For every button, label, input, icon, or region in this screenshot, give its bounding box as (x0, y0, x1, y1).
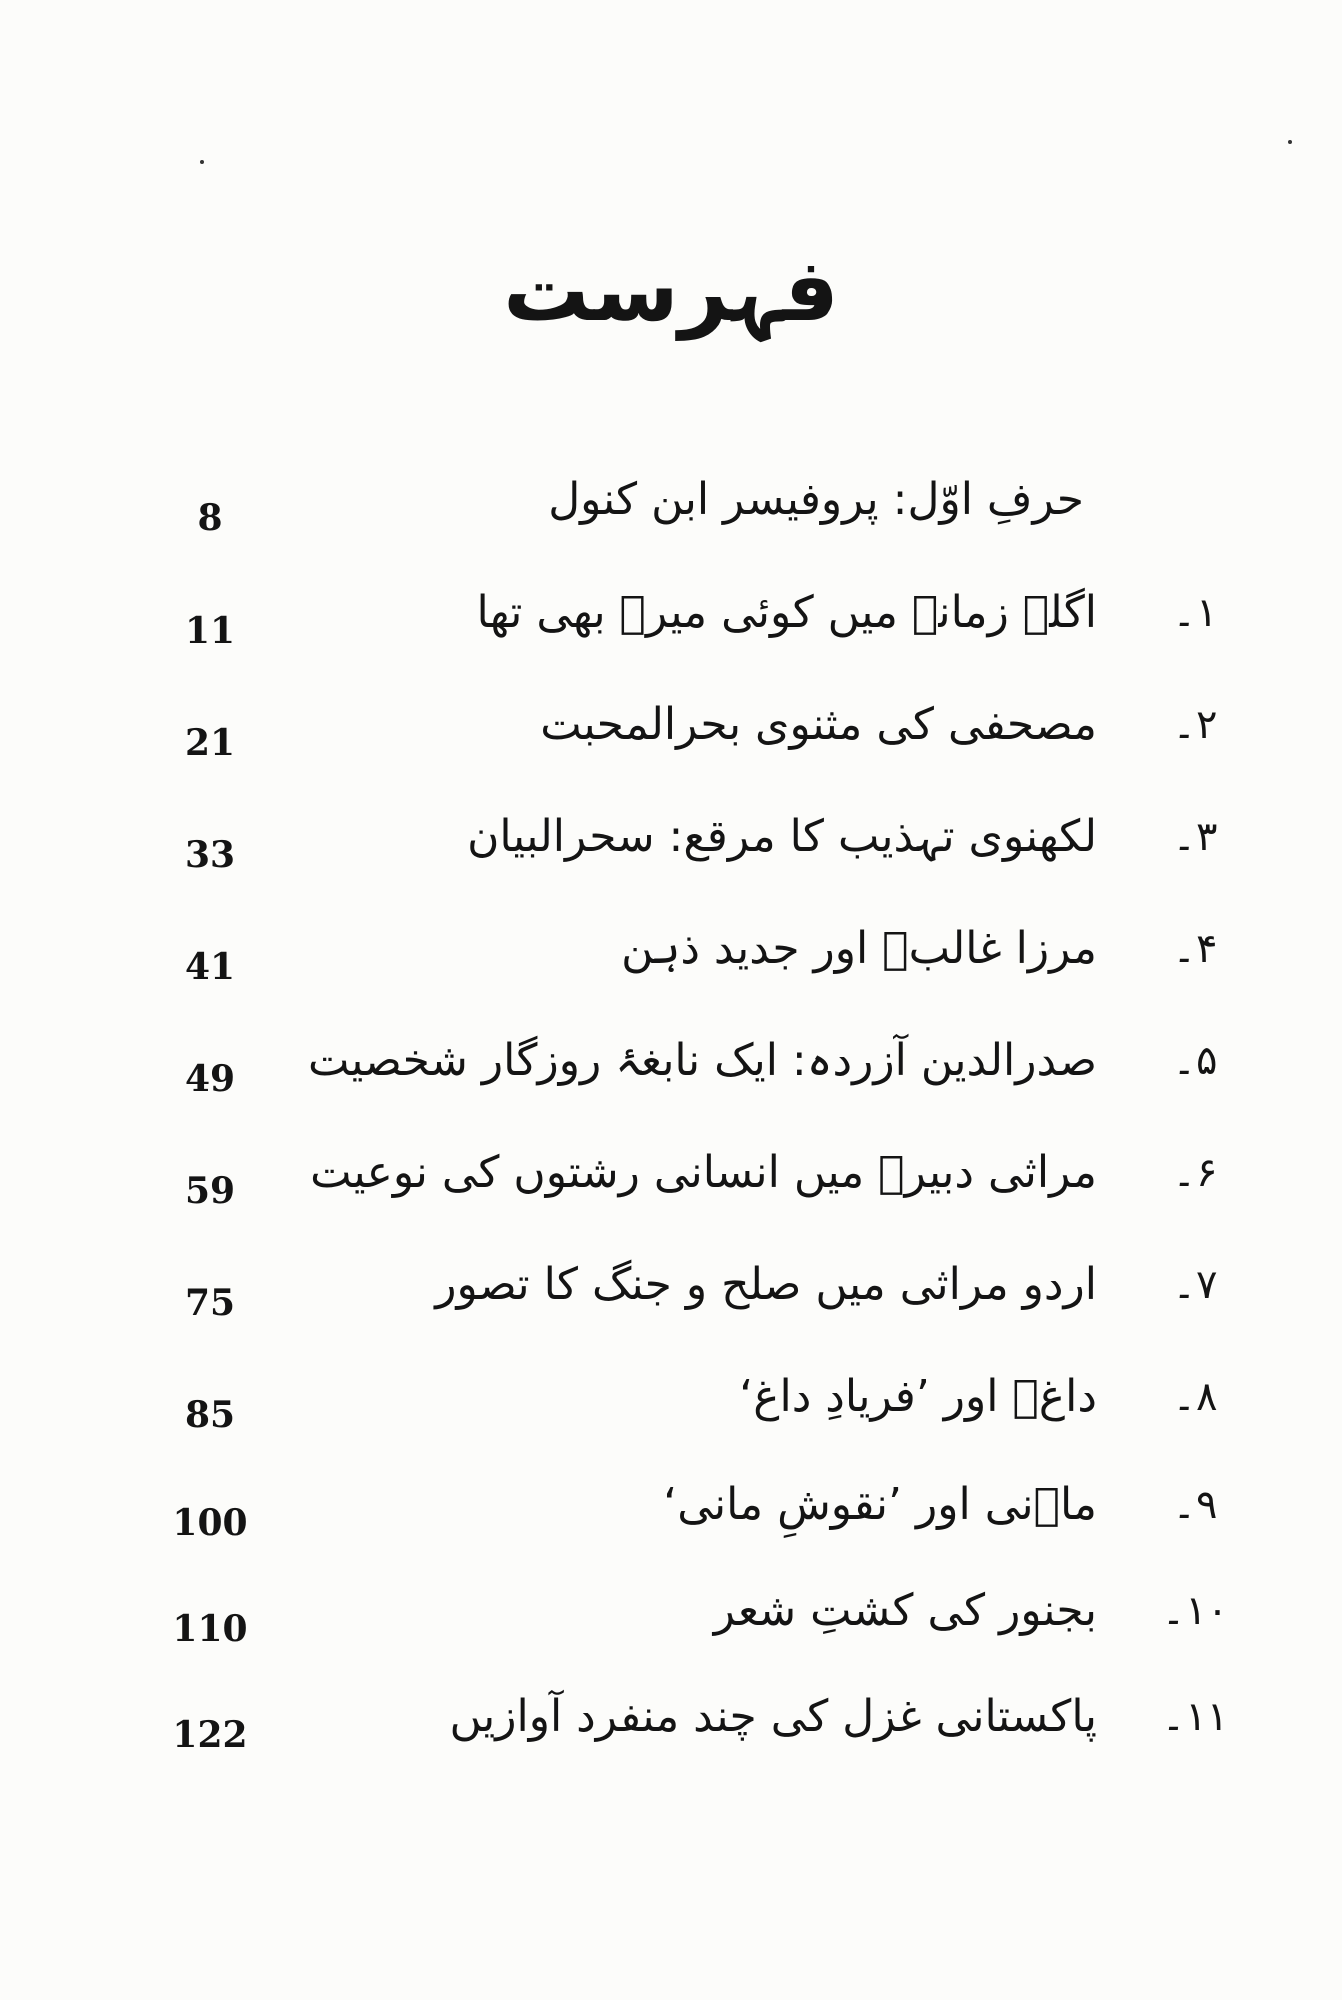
toc-row (0, 1026, 1342, 1100)
entry-page-number: 100 (172, 1502, 248, 1544)
toc-row (0, 1250, 1342, 1324)
entry-page-number: 85 (184, 1394, 236, 1436)
entry-title: مرزا غالبؔ اور جدید ذہن (621, 923, 1097, 974)
toc-row (0, 1576, 1342, 1650)
entry-number: ۶۔ (1172, 1150, 1218, 1196)
entry-title: اگلے زمانے میں کوئی میرؔ بھی تھا (476, 587, 1097, 638)
entry-title: بجنور کی کشتِ شعر (713, 1585, 1097, 1636)
entry-title: اردو مراثی میں صلح و جنگ کا تصور (435, 1259, 1097, 1310)
page-title: فہرست (503, 241, 839, 341)
entry-page-number: 21 (184, 722, 236, 764)
entry-number: ۱۱۔ (1161, 1694, 1229, 1740)
entry-number: ۳۔ (1172, 814, 1218, 860)
entry-number: ۱۔ (1172, 590, 1218, 636)
entry-title: داغؔ اور ’فریادِ داغ‘ (739, 1371, 1097, 1422)
entry-title: ماؔنی اور ’نقوشِ مانی‘ (663, 1479, 1097, 1530)
entry-title: پاکستانی غزل کی چند منفرد آوازیں (449, 1691, 1097, 1742)
speck-mark (1288, 140, 1292, 144)
entry-number: ۸۔ (1172, 1374, 1218, 1420)
toc-row (0, 578, 1342, 652)
speck-mark (200, 160, 204, 164)
toc-row (0, 465, 1342, 539)
entry-number: ۵۔ (1172, 1038, 1218, 1084)
entry-page-number: 59 (184, 1170, 236, 1212)
toc-row (0, 802, 1342, 876)
entry-page-number: 41 (184, 946, 236, 988)
toc-row (0, 1470, 1342, 1544)
entry-title: لکھنوی تہذیب کا مرقع: سحرالبیان (467, 811, 1097, 862)
entry-number: ۹۔ (1172, 1482, 1218, 1528)
toc-row (0, 1362, 1342, 1436)
entry-page-number: 11 (184, 610, 236, 652)
entry-page-number: 33 (184, 834, 236, 876)
entry-title: صدرالدین آزردہ: ایک نابغۂ روزگار شخصیت (307, 1035, 1097, 1086)
entry-number: ۱۰۔ (1161, 1588, 1229, 1634)
entry-page-number: 49 (184, 1058, 236, 1100)
entry-page-number: 75 (184, 1282, 236, 1324)
toc-row (0, 914, 1342, 988)
toc-row (0, 690, 1342, 764)
entry-page-number: 8 (197, 497, 223, 539)
entry-title: حرفِ اوّل: پروفیسر ابن کنول (548, 474, 1084, 525)
entry-number: ۴۔ (1172, 926, 1218, 972)
entry-title: مراثی دبیرؔ میں انسانی رشتوں کی نوعیت (310, 1147, 1097, 1198)
entry-page-number: 122 (172, 1714, 248, 1756)
toc-row (0, 1682, 1342, 1756)
toc-row (0, 1138, 1342, 1212)
entry-title: مصحفی کی مثنوی بحرالمحبت (540, 699, 1097, 750)
entry-number: ۲۔ (1172, 702, 1218, 748)
entry-number: ۷۔ (1172, 1262, 1218, 1308)
entry-page-number: 110 (172, 1608, 248, 1650)
